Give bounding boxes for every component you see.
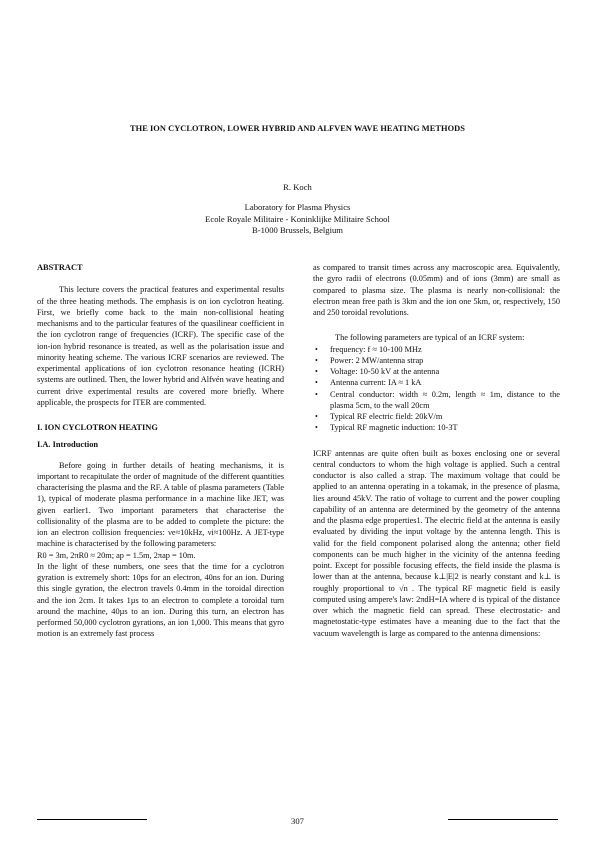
list-item: • Antenna current: IA ≈ 1 kA <box>313 377 560 388</box>
icrf-parameter-list <box>313 344 560 434</box>
affiliation-line: B-1000 Brussels, Belgium <box>252 225 343 236</box>
list-item: • Typical RF magnetic induction: 10-3T <box>313 422 560 433</box>
intro-paragraph-2: In the light of these numbers, one sees that the time for a cyclotron gyration is extremely short: 10ps for an electron, 40ns for an ion. During this single gyration, the electron travels 0.4mm in the toroidal direction and the ion 2cm. It takes 1µs to an electron to complete a toroidal turn around the machine, 40µs to an ion. During this turn, an electron has performed 50,000 cyclotron gyrations, an ion 1,000. This means that gyro motion is an extremely fast process <box>37 561 284 639</box>
affiliation-line: Laboratory for Plasma Physics <box>244 202 351 212</box>
right-column <box>313 262 560 639</box>
affiliation-line: Ecole Royale Militaire - Koninklijke Militaire School <box>205 213 390 224</box>
list-item: • Central conductor: width ≈ 0.2m, length ≈ 1m, distance to the plasma 5cm, to the wall 20cm <box>313 389 560 412</box>
list-item: • frequency: f ≈ 10-100 MHz <box>313 344 560 355</box>
list-item: • Power: 2 MW/antenna strap <box>313 355 560 366</box>
intro-params: R0 = 3m, 2πR0 ≈ 20m; ap = 1.5m, 2πap = 10m. <box>37 550 196 560</box>
affiliation <box>0 202 595 237</box>
paper-title: THE ION CYCLOTRON, LOWER HYBRID AND ALFVEN WAVE HEATING METHODS <box>130 124 465 133</box>
list-item: • Typical RF electric field: 20kV/m <box>313 411 560 422</box>
subsection-heading: I.A. Introduction <box>37 440 99 450</box>
left-column <box>37 262 284 640</box>
abstract-heading: ABSTRACT <box>37 263 83 272</box>
author: R. Koch <box>283 182 312 192</box>
section-heading: I. ION CYCLOTRON HEATING <box>37 423 158 432</box>
page-number: 307 <box>291 816 304 826</box>
abstract-text: This lecture covers the practical features and experimental results of the three heating methods. The emphasis is on ion cyclotron heating. First, we briefly come back to the main non-collisional heating mechanisms and to the particular features of the quasilinear coefficient in the ion cyclotron range of frequencies (ICRF). The specific case of the ion-ion hybrid resonance is treated, as well as the polarisation issue and minority heating scheme. The various ICRF scenarios are reviewed. The experimental applications of ion cyclotron resonance heating (ICRH) systems are outlined. Then, the lower hybrid and Alfvén wave heating and current drive experimental results are covered more briefly. Where applicable, the prospects for ITER are commented. <box>37 285 284 407</box>
icrf-intro: The following parameters are typical of an ICRF system: <box>335 333 525 343</box>
list-item: • Voltage: 10-50 kV at the antenna <box>313 366 560 377</box>
intro-paragraph: Before going in further details of heating mechanisms, it is important to recapitulate the order of magnitude of the different quantities characterising the plasma and the RF. A table of plasma parameters (Table 1), typical of moderate plasma performance in a machine like JET, was given earlier1. Two important parameters that characterise the collisionality of the plasma are to be added to complete the picture: the ion an electron collision frequencies: νe≈10kHz, νi≈100Hz. A JET-type machine is characterised by the following parameters: <box>37 460 284 549</box>
body-paragraph: as compared to transit times across any macroscopic area. Equivalently, the gyro radii of electrons (0.05mm) and of ions (3mm) are small as compared to plasma size. The plasma is nearly non-collisional: the electron mean free path is 3km and the ion one 5km, or, respectively, 150 and 250 toroidal revolutions. <box>313 263 560 317</box>
body-paragraph-antennas: ICRF antennas are quite often built as boxes enclosing one or several central conductors to whom the high voltage is applied. Such a central conductor is also called a strap. The maximum voltage that could be applied to an antenna operating in a tokamak, in the presence of plasma, lies around 45kV. The ratio of voltage to current and the power coupling capability of an antenna are determined by the geometry of the antenna and the plasma edge properties1. The electric field at the antenna is easily evaluated by dividing the input voltage by the antenna length. This is valid for the field component polarised along the antenna; other field components can be much higher in the vicinity of the antenna feeding point. Except for possible focusing effects, the field inside the plasma is lower than at the antenna, because k⊥|E|2 is nearly constant and k⊥ is roughly proportional to √n . The typical RF magnetic field is easily computed using ampere's law: 2πdH=IA where d is typical of the distance over which the magnetic field can spread. These electrostatic- and magnetostatic-type estimates have a meaning due to the fact that the vacuum wavelength is large as compared to the antenna dimensions: <box>313 448 560 638</box>
